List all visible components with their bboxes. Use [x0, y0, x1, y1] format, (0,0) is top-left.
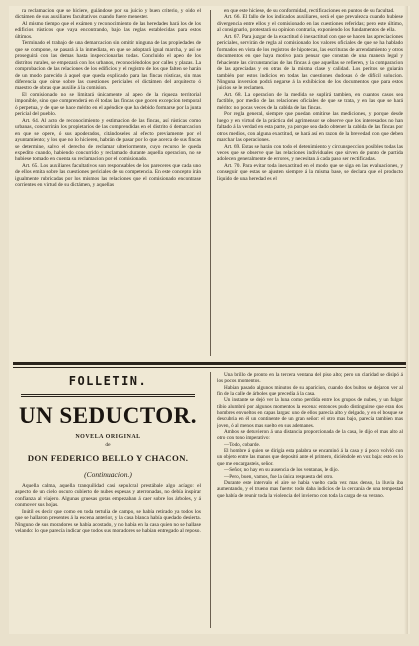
paragraph: Art. 70. Para evitar toda inexactitud en el modo que se siga en las evaluaciones, y conseguir que estas se ajusten siempre á la misma base, se declara que el producto líquido de una heredad es el — [217, 162, 403, 182]
newspaper-page — [9, 6, 410, 634]
novel-by: de — [105, 442, 111, 448]
feuilleton-header: FOLLETIN. — [68, 374, 148, 388]
paragraph: ra reclamacion que se hiciere, guiándose por su juicio y buen criterio, y oido el dictámen de sus auxiliares facultativos cuando fuere menester. — [15, 8, 201, 21]
section-divider-thick — [13, 362, 406, 365]
continuation-label: (Continuacion.) — [84, 470, 132, 479]
paragraph: El hombre á quien se dirigía esta palabra se encaminó á la casa y á poco volvió con un objeto entre las manos que depositó ante el primero, diciéndole en voz baja: esto es lo que me encargasteis, señor. — [217, 448, 403, 467]
paragraph: Art. 65. Los auxiliares facultativos son responsables de los pareceres que cada uno de ellos emita sobre las cuestiones periciales de su competencia. En este concepto irán igualmente rubricadas por los mismos las relaciones que el comisionado encontrase corrientes en virtud de su dictámen, y aquellas — [15, 162, 201, 189]
paragraph: Ambos se detuvieron á una distancia proporcionada de la casa, le dijo el mas alto al otro con tono imperativo: — [217, 429, 403, 442]
top-left-column — [15, 8, 201, 358]
paragraph: El comisionado no se limitará únicamente al apeo de la riqueza territorial imponible, sino que comprenderá en él todas las fincas que gocen excepcion temporal ó perpetua, y de que se hace mérito en el apéndice que ha debido formarse por la junta pericial del pueblo. — [15, 91, 201, 118]
paragraph: en que este hiciese, de su conformidad, rectificaciones en puntos de su facultad. — [224, 8, 395, 14]
paragraph: Art. 64. Al acto de reconocimiento y estimacion de las fincas, así rústicas como urbanas, concurrirán los propietarios de las comprendidas en el distrito ó demarcacion en que se opere, ó sus apoderados, citándoseles al efecto previamente por el ayuntamiento; y los que no lo hicieren, habrán de pasar por lo que acerca de sus fincas se determine, salvo el derecho de reclamar ulteriormente, cuyo recurso le queda expedito cuando, habiendo concurrido y reclamado durante aquella operacion, no se hubiese tomado en cuenta su reclamacion por el comisionado. — [15, 117, 201, 163]
top-section — [15, 8, 404, 358]
column-divider — [210, 10, 211, 356]
paragraph: Una brillo de pronto en la tercera ventana del piso alto; pero un claridad se disipó á los pocos momentos. — [217, 372, 403, 385]
paragraph: Al mismo tiempo que el exámen y reconocimiento de las heredades hará los de los edificios rústicos que vaya encontrando, bajo las reglas establecidas para estos últimos. — [15, 20, 201, 40]
paragraph: Por regla general, siempre que puedan omitirse las mediciones, y porque desde luego y en virtud de la práctica del agrimensor se observe que los interesados no han faltado á la verdad en esta parte, ya porque sea dado obtener la cabida de las fincas por otros medios, con alguna exactitud, se hará así en razon de la brevedad con que deben marchar las operaciones. — [217, 111, 403, 144]
paragraph: —Señor, no hay en su ausencia de los ventanas, le dijo. — [224, 467, 339, 474]
paragraph: Habían pasado algunos minutos de su aparicion, cuando dos bultos se dejaron ver al fin de la calle de árboles que precedía á la casa. — [217, 384, 403, 398]
paragraph: Art. 66. El fallo de los indicados auxiliares, será el que prevalezca cuando hubiese divergencia entre ellos y el comisionado en las cuestiones referidas; pero este último, al consignarlo, protestará su opinion contraria, exponiendo los fundamentos de ella. — [217, 14, 403, 34]
header-rule — [21, 394, 195, 395]
novel-text-left — [15, 483, 201, 629]
paragraph: Terminado el trabajo de una demarcacion sin omitir ninguna de las propiedades de que se compone, se pasará á la inmediata, en que se adoptará igual marcha, y así se proseguirá con las demas hasta inspeccionarlas todas. Concluido el apeo de los distritos rurales, se empezará con los urbanos, reconociéndolos por calles y plazas. La comprobacion de las relaciones de los edificios y el registro de los que falten se harán de un modo parecido á aquel que queda explicado para las fincas rústicas, sin mas diferencia que oirse sobre las cuestiones periciales el dictámen del arquitecto ó maestro de obras que auxilie á la comision. — [15, 40, 201, 92]
paragraph: Aquella calma, aquella tranquilidad casi sepulcral prestábale algo acíago: el aspecto de un cielo oscuro cubierto de nubes espesas y aterronadas, no debía inspirar confianza al viajero. Algunas gruesas gotas empezaban á caer sobre los árboles, y á conmover sus hojas. — [15, 483, 201, 509]
novel-title: UN SEDUCTOR. — [18, 403, 198, 428]
novel-text-right — [217, 372, 403, 630]
paragraph: —Pero, buen, vamos, fue la única respuesta del otro. — [224, 473, 334, 480]
paragraph: Un instante se dejó ver la luna como perdida entre los grupos de nubes, y un fulgor tibio alumbró por algunos momentos la escena: entonces pudo distinguirse que eran dos hombres envueltos en capas largas: uno de ellos parecía alto y delgado, y en el bosque se descubria en él un continente de un gran señor: el otro mas bajo, parecía tambien mas joven, ó al menos mas suelto en sus ademanes. — [217, 397, 403, 429]
paragraph: Art. 67. Para juzgar de la exactitud ó inexactitud con que se hacen las apreciaciones periciales, servirán de regla al comisionado los valores oficiales de que se ha hablado formados en vista de los registros de hipotecas, las escrituras de arrendamiento y otros documentos en que haya motivo para pensar que constan de una manera legal y fehaciente las circunstancias de las fincas á que aquellas se refieren, y la comparacion de las apreciadas y en otras de la misma clase y calidad. Los peritos se guiarán también por estos indicios en todas las cuestiones dudosas ó de difícil solucion. Ninguna inversion podrá negarse á la exhibicion de los documentos que para estos juicios se le reclamen. — [217, 33, 403, 92]
page-edge-shadow — [404, 6, 408, 634]
feuilleton-section — [15, 372, 404, 630]
paragraph: Art. 69. Estas se harán con todo el detenimiento y circunspeccion posibles todas las veces que se observe que las relaciones individuales que sirven de punto de partida adolecen generalmente de errores, y necesitan á cada paso ser rectificadas. — [217, 143, 403, 163]
paragraph: Durante este intervalo el aire se había vuelto cada vez mas denso, la lluvia iba aumentando, y el trueno mas fuerte: todo daba indicios de la cercanía de una tempestad que había de reunir toda la violencia del invierno con toda la carga de su verano. — [217, 479, 403, 499]
top-right-column — [217, 8, 403, 358]
novel-author: DON FEDERICO BELLO Y CHACON. — [27, 453, 189, 463]
column-divider — [210, 372, 211, 628]
paragraph: —Todo, cobarde. — [224, 441, 261, 448]
header-rule — [21, 396, 195, 397]
paragraph: Art. 68. La operacion de la medida se suplirá tambien, en cuantos casos sea factible, por medio de las relaciones oficiales de que se trata, y en las que se hará mérito: no pocas veces de la cabida de las fincas. — [217, 91, 403, 111]
paragraph: Inútil es decir que como en toda tertulia de campo, se había retirado ya todos los que se hallaron presentes á la escena anterior, y la casa blanca había quedado desierta. Ninguno de sus moradores se había acostado, y no había en la casa quien no se hallase velando: lo que parecía indicar que todos sus moradores se habían entregado al reposo. — [15, 508, 201, 535]
novel-subtitle: NOVELA ORIGINAL — [75, 434, 141, 440]
section-divider-thin — [13, 367, 406, 368]
